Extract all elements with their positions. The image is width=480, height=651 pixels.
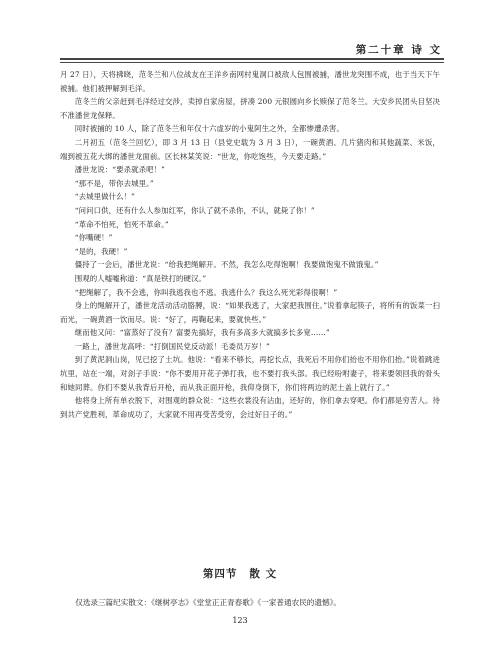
paragraph: 月 27 日），天将拂晓，范冬兰和八位战友在王洋乡南网村鬼洞口被敌人包围被捕，潘世龙突围不成，也于当天下午被捕。他们被押解到毛洋。 [60,70,440,93]
paragraph: 僵持了一会后，潘世龙说：“给我把绳解开。不然，我怎么吃得饱啊！我要做饱鬼不做饿鬼。” [74,260,379,270]
paragraph: “是的，我硬！” [74,246,128,256]
paragraph: 范冬兰的父亲赶到毛洋经过交涉，卖掉自家房屋，拼凑 200 元银圆向乡长赎保了范冬兰。大安乡民团头目坚决不准潘世龙保释。 [60,97,440,120]
paragraph: 二月初五（范冬兰回忆），即 3 月 13 日（县党史载为 3 月 3 日），一碗黄酒、几片猪肉和其他蔬菜、米饭，端到被五花大绑的潘世龙面前。区长林某笑说：“世龙，你吃饱些，今天要走路。” [60,137,440,161]
page-number: 123 [232,616,248,625]
chapter-title: 第二十章 诗 文 [355,44,442,56]
paragraph: “你嘴硬！” [74,233,113,243]
paragraph: “问问口供，还有什么人参加红军，你认了就不杀你，不认，就毙了你！” [74,205,315,215]
paragraph: “那不是，带你去城里。” [74,178,154,188]
paragraph: “去城里做什么！” [74,192,135,202]
paragraph: 同时被捕的 10 人，除了范冬兰和年仅十六虚岁的小鬼阿生之外，全都惨遭杀害。 [74,124,344,134]
section-number: 第四节 [202,568,238,580]
section-name: 散 文 [249,568,278,580]
paragraph: 一路上，潘世龙高呼：“打倒国民党反动派！毛委员万岁！” [74,341,270,351]
paragraph: “把绳解了，我不会逃，你叫我逃我也不逃。我逃什么？我这么死光彩得很啊！” [74,287,338,297]
body-text [60,68,440,421]
section-lead: 仅选录三篇纪实散文：《继树亭志》《堂堂正正青春歌》《一家普通农民的遗憾》。 [75,598,341,607]
paragraph: “革命不怕死，怕死不革命。” [74,219,169,229]
header-rule [60,58,444,60]
paragraph: 潘世龙说：“要杀就杀吧！” [74,165,165,175]
header-rule-thin [60,62,444,63]
paragraph: 他将身上所有单衣脱下，对围观的群众说：“这些衣裳没有沾血，还好的，你们拿去穿吧。你们都是穷苦人。待到共产党胜利，革命成功了，大家就不用再受苦受穷，会过好日子的。” [60,396,440,419]
section-heading [0,566,480,581]
running-header [60,36,444,60]
paragraph: 继而他又问：“富蒸好了没有？富要先搞好，我有多高多大就搞多长多宽……” [74,328,330,338]
paragraph: 到了黄泥洞山岗，见已挖了土坑。他说：“看来不够长，再挖长点，我死后不用你们抬也不用你们抬。”说着跳进坑里，站在一端，对刽子手说：“你不要用开花子弹打我，也不要打我头部。我已经吩咐妻子，将来要领回我的骨头和她同葬。你们不要从我背后开枪，而从我正面开枪，我仰身倒下，你们将两边的泥土盖上就行了。” [60,355,440,392]
paragraph: 身上的绳解开了，潘世龙活动活动胳膊，说：“如果我逃了，大家把我围住。”说着拿起筷子，将所有的饭菜一扫而光，一碗黄酒一饮而尽。说：“好了，再鞠起来，要就快些。” [60,301,440,324]
paragraph: 围观的人嘘嘘称道：“真是铁打的硬汉。” [74,273,207,283]
